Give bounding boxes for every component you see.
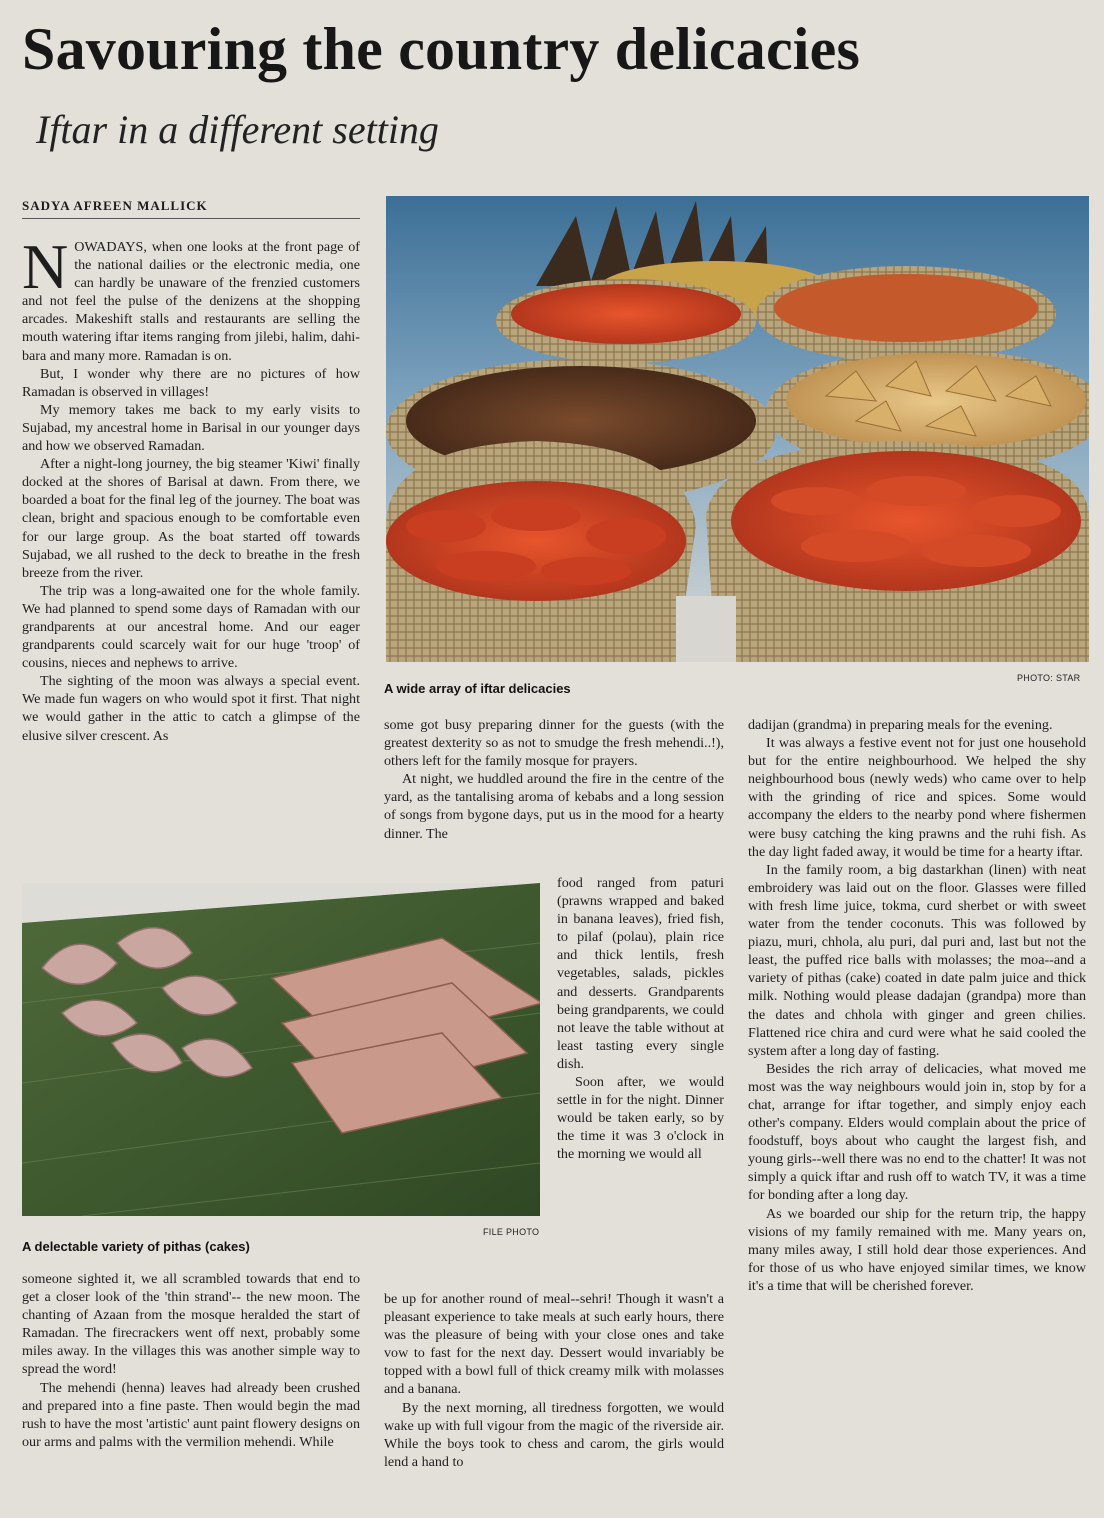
headline: Savouring the country delicacies: [22, 16, 861, 82]
paragraph: It was always a festive event not for just one household but for the entire neighbourhood. We helped the shy neighbourhood bous (newly weds) who came over to help with the grinding of rice and spices. Some would accompany the elders to the nearby pond where fishermen were busy catching the king prawns and the ruhi fish. As the day light faded away, it would be time for a hearty iftar.: [748, 735, 1086, 860]
paragraph: The mehendi (henna) leaves had already been crushed and prepared into a fine paste. Then would begin the mad rush to have the most 'artistic' aunt paint flowery designs on our arms and palms with the vermilion mehendi. While: [22, 1379, 360, 1450]
column-2-narrow: [557, 874, 724, 1274]
caption-pithas: A delectable variety of pithas (cakes): [22, 1239, 250, 1254]
paragraph: By the next morning, all tiredness forgotten, we would wake up with full vigour from the magic of the riverside air. While the boys took to chess and carom, the girls would lend a hand to: [384, 1399, 724, 1470]
paragraph: Soon after, we would settle in for the night. Dinner would be taken early, so by the time it was 3 o'clock in the morning we would all: [557, 1074, 724, 1163]
paragraph: dadijan (grandma) in preparing meals for the evening.: [748, 717, 1053, 733]
paragraph: some got busy preparing dinner for the guests (with the greatest dexterity so as not to smudge the fresh mehendi..!), others left for the family mosque for prayers.: [384, 717, 724, 770]
paragraph: be up for another round of meal--sehri! Though it wasn't a pleasant experience to take meals at such early hours, there was the pleasure of being with your close ones and take vow to fast for the next day. Dessert would invariably be topped with a bowl full of thick creamy milk with molasses and a banana.: [384, 1291, 724, 1398]
photo-pithas: [22, 883, 540, 1216]
byline: SADYA AFREEN MALLICK: [22, 198, 360, 219]
paragraph: The sighting of the moon was always a special event. We made fun wagers on who would spot it first. That night we would gather in the attic to catch a glimpse of the elusive silver crescent. As: [22, 673, 360, 744]
column-2-bottom: [384, 1290, 724, 1510]
pithas-illustration: [22, 883, 540, 1216]
column-1-bottom: [22, 1270, 360, 1510]
photo-iftar-baskets: [386, 196, 1089, 662]
credit-pithas: FILE PHOTO: [483, 1227, 540, 1237]
paragraph: someone sighted it, we all scrambled towards that end to get a closer look of the 'thin strand'-- the new moon. The chanting of Azaan from the mosque heralded the start of Ramadan. The firecrackers went off next, probably some miles away. In the villages this was another simple way to spread the word!: [22, 1271, 360, 1378]
drop-cap: N: [22, 231, 69, 302]
paragraph: food ranged from paturi (prawns wrapped and baked in banana leaves), fried fish, to pilaf (polau), plain rice and thick lentils, fresh vegetables, salads, pickles and desserts. Grandparents being grandparents, we could not leave the table without at least tasting every single dish.: [557, 875, 724, 1072]
column-2-top: [384, 716, 724, 876]
paragraph: As we boarded our ship for the return trip, the happy visions of my family remained with me. Many years on, many miles away, I still hold dear those experiences. And for those of us who have enjoyed similar times, we know it's a time that will be cherished forever.: [748, 1205, 1086, 1294]
paragraph: In the family room, a big dastarkhan (linen) with neat embroidery was laid out on the floor. Glasses were filled with fresh lime juice, tokma, curd sherbet or with sweet water from the tender coconuts. This was followed by piazu, muri, chhola, alu puri, dal puri and, last but not the least, the puffed rice balls with molasses; the moa--and a variety of pithas (cake) coated in date palm juice and thick milk. Nothing would please dadajan (grandpa) more than the dates and chhola with ginger and green chilies. Flattened rice chira and curd were what he said cooled the system after a long day of fasting.: [748, 861, 1086, 1059]
paragraph: At night, we huddled around the fire in the centre of the yard, as the tantalising aroma of kebabs and a long session of songs from bygone days, put us in the mood for a hearty dinner. The: [384, 771, 724, 842]
paragraph: My memory takes me back to my early visits to Sujabad, my ancestral home in Barisal in our younger days and how we observed Ramadan.: [22, 401, 360, 455]
paragraph: Besides the rich array of delicacies, what moved me most was the way neighbours would join in, stop by for a chat, arrange for iftar together, and simply enjoy each other's company. Elders would complain about the price of foodstuff, boys about who caught the largest fish, and young girls--well there was no end to the chatter! It was not simply a quick iftar and rush off to watch TV, it was a time for bonding after a long day.: [748, 1060, 1086, 1204]
subheadline: Iftar in a different setting: [36, 107, 439, 152]
paragraph: The trip was a long-awaited one for the whole family. We had planned to spend some days of Ramadan with our grandparents at our ancestral home. And our eager grandparents could scarcely wait for our huge 'troop' of cousins, nieces and nephews to arrive.: [22, 582, 360, 672]
caption-iftar: A wide array of iftar delicacies: [384, 681, 571, 696]
paragraph: But, I wonder why there are no pictures of how Ramadan is observed in villages!: [22, 365, 360, 400]
column-3: [748, 716, 1086, 1511]
paragraph: After a night-long journey, the big steamer 'Kiwi' finally docked at the shores of Barisal at dawn. From there, we boarded a boat for the final leg of the journey. The boat was clean, bright and spacious enough to be comfortable even for our large group. As the boat started off towards Sujabad, we all rushed to the deck to breathe in the fresh breeze from the river.: [22, 456, 360, 581]
paragraph-intro: NOWADAYS, when one looks at the front page of the national dailies or the electronic media, one can hardly be unaware of the frenzied customers and not feel the pulse of the denizens at the shopping arcades. Makeshift stalls and restaurants are selling the mouth watering iftar items ranging from jilebi, halim, dahi-bara and many more. Ramadan is on.: [22, 231, 360, 364]
credit-iftar: PHOTO: STAR: [1017, 673, 1081, 683]
iftar-baskets-illustration: [386, 196, 1089, 662]
column-1-top: [22, 231, 360, 863]
